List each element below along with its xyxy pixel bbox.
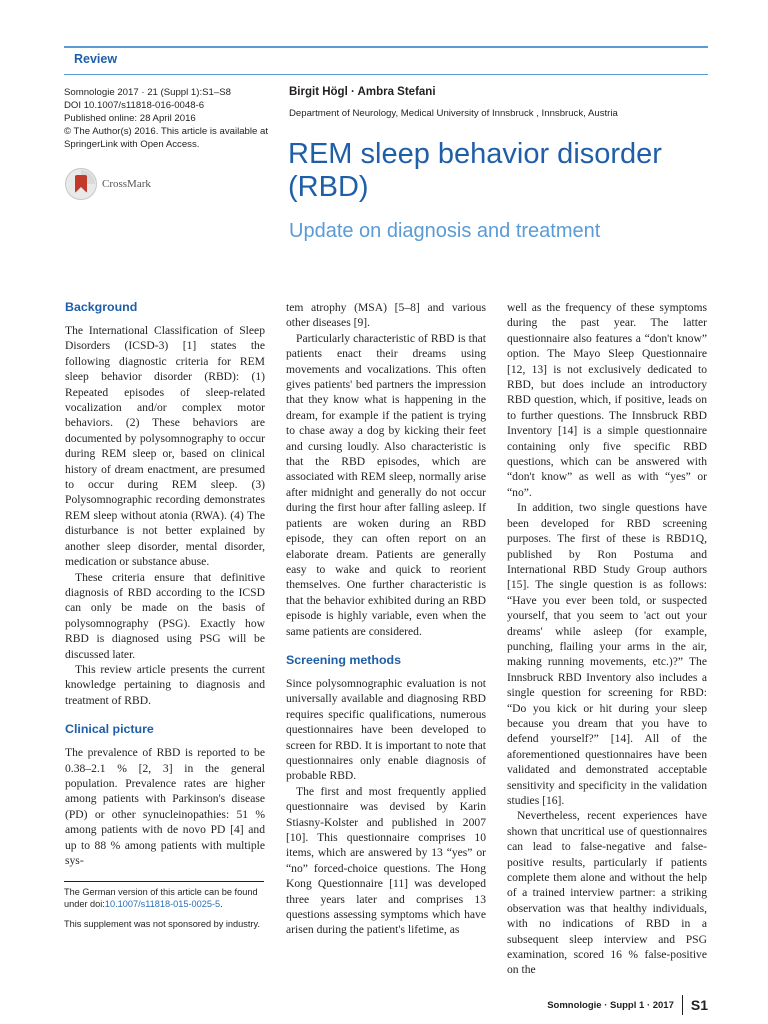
paragraph: These criteria ensure that definitive diagnosis of RBD according to the ICSD can only be made on the basis of polysomnography (PSG). Exactly how RBD is diagnosed using PSG will be discussed later. <box>65 570 265 661</box>
section-header-bar <box>64 46 708 75</box>
published-line: Published online: 28 April 2016 <box>64 113 196 124</box>
paragraph: The International Classification of Sleep Disorders (ICSD-3) [1] states the following diagnostic criteria for REM sleep behavior disorder (RBD): (1) Repeated episodes of sleep-related vocalization and/or complex motor behaviors. (2) These behaviors are documented by polysomnography to occur during REM sleep or, based on clinical history of dream enactment, are presumed to occur during REM sleep. (3) Polysomnographic recording demonstrates REM sleep without atonia (RWA). (4) The disturbance is not better explained by another sleep disorder, mental disorder, medication or substance abuse. <box>65 324 265 569</box>
article-metadata <box>64 86 279 151</box>
copyright-line: © The Author(s) 2016. This article is available at <box>64 126 269 137</box>
german-version-note: The German version of this article can be found under doi:10.1007/s11818-015-0025-5. <box>64 887 258 909</box>
german-doi-link[interactable]: 10.1007/s11818-015-0025-5 <box>104 899 221 909</box>
heading-background: Background <box>65 300 138 314</box>
paragraph: Nevertheless, recent experiences have shown that uncritical use of questionnaires can lead to false-negative and false-positive results, particularly if patients complete them alone and without the help of a trained interview partner: a striking observation was that healthy individuals, with no indications of RBD in a subsequent sleep interview and PSG examination, scored 16 % false-positive on the <box>507 809 707 977</box>
authors: Birgit Högl · Ambra Stefani <box>289 86 436 98</box>
text-column-3 <box>507 300 707 978</box>
affiliation: Department of Neurology, Medical University of Innsbruck , Innsbruck, Austria <box>289 108 618 119</box>
text-column-2 <box>286 300 486 938</box>
text-column-1 <box>65 300 265 868</box>
page-footer <box>547 995 708 1015</box>
doi-line: DOI 10.1007/s11818-016-0048-6 <box>64 100 205 111</box>
crossmark-label: CrossMark <box>102 178 151 190</box>
paragraph: This review article presents the current knowledge pertaining to diagnosis and treatment of RBD. <box>65 662 265 707</box>
footer-divider <box>682 995 683 1015</box>
citation-line: Somnologie 2017 · 21 (Suppl 1):S1–S8 <box>64 87 231 98</box>
heading-screening-methods: Screening methods <box>286 652 401 667</box>
article-title: REM sleep behavior disorder (RBD) <box>288 138 662 203</box>
paragraph: well as the frequency of these symptoms during the past year. The latter questionnaire also features a “don't know” option. The Mayo Sleep Questionnaire [12, 13] is not exclusively dedicated to RBD, but does include an introductory RBD question, which, if positive, leads on to further questions. The Innsbruck RBD Inventory [14] is a simple questionnaire containing only five specific RBD questions, which can be answered with “don't know” as well as with “yes” or “no”. <box>507 301 707 499</box>
sponsor-note: This supplement was not sponsored by industry. <box>64 919 260 929</box>
page-number: S1 <box>690 997 708 1013</box>
paragraph: The prevalence of RBD is reported to be 0.38–2.1 % [2, 3] in the general population. Prevalence rates are higher among patients with Parkinson's disease (PD) or other synucleinopathies: 51 % among patients with de novo PD [4] and up to 88 % among patients with multiple sys- <box>65 746 265 867</box>
journal-info: Somnologie · Suppl 1 · 2017 <box>547 999 674 1011</box>
article-subtitle: Update on diagnosis and treatment <box>289 220 601 242</box>
section-label: Review <box>74 52 118 66</box>
heading-clinical-picture: Clinical picture <box>65 722 154 737</box>
crossmark-badge[interactable] <box>64 166 151 202</box>
paragraph: tem atrophy (MSA) [5–8] and various other diseases [9]. <box>286 301 486 330</box>
footnotes <box>64 881 264 930</box>
paragraph: Particularly characteristic of RBD is that patients enact their dreams using movements and vocalizations. This often gives patients' bed partners the impression that they know what is happening in the dream, for example if the patient is trying to chase away a dog by kicking their feet and cursing loudly. Also characteristic is that the RBD episodes, which are associated with REM sleep, normally arise after midnight and generally do not occur during the first hour after falling asleep. If patients are woken during an RBD episode, they can often report on an elaborate dream. Patients are generally easy to wake and quick to reorient themselves. One further characteristic is that the behavior exhibited during an RBD episode is highly variable, even when the same patients are considered. <box>286 331 486 638</box>
crossmark-icon <box>64 167 98 201</box>
paragraph: In addition, two single questions have been developed for RBD screening purposes. The first of these is RBD1Q, published by Ron Postuma and International RBD Study Group authors [15]. The single question is as follows: “Have you ever been told, or suspected yourself, that you seem to 'act out your dreams' while asleep (for example, punching, flailing your arms in the air, making running movements, etc.)?” The Innsbruck RBD Inventory also includes a single question for screening for RBD: “Do you kick or hit during your sleep because you dream that you have to defend yourself?” [14]. All of the aforementioned questionnaires have been validated and demonstrated acceptable sensitivity and specificity in the validation studies [16]. <box>507 501 707 807</box>
open-access-line: SpringerLink with Open Access. <box>64 139 200 150</box>
paragraph: Since polysomnographic evaluation is not universally available and diagnosing RBD requires specific qualifications, numerous questionnaires have been developed to screen for RBD. It is important to note that questionnaires only enable diagnosis of probable RBD. <box>286 676 486 783</box>
paragraph: The first and most frequently applied questionnaire was devised by Karin Stiasny-Kolster and published in 2007 [10]. This questionnaire comprises 10 items, which are answered by 13 “yes” or “no” forced-choice questions. The Hong Kong Questionnaire [11] was developed three years later and comprises 13 questions assessing symptoms which have arisen during the patient's lifetime, as <box>286 784 486 937</box>
